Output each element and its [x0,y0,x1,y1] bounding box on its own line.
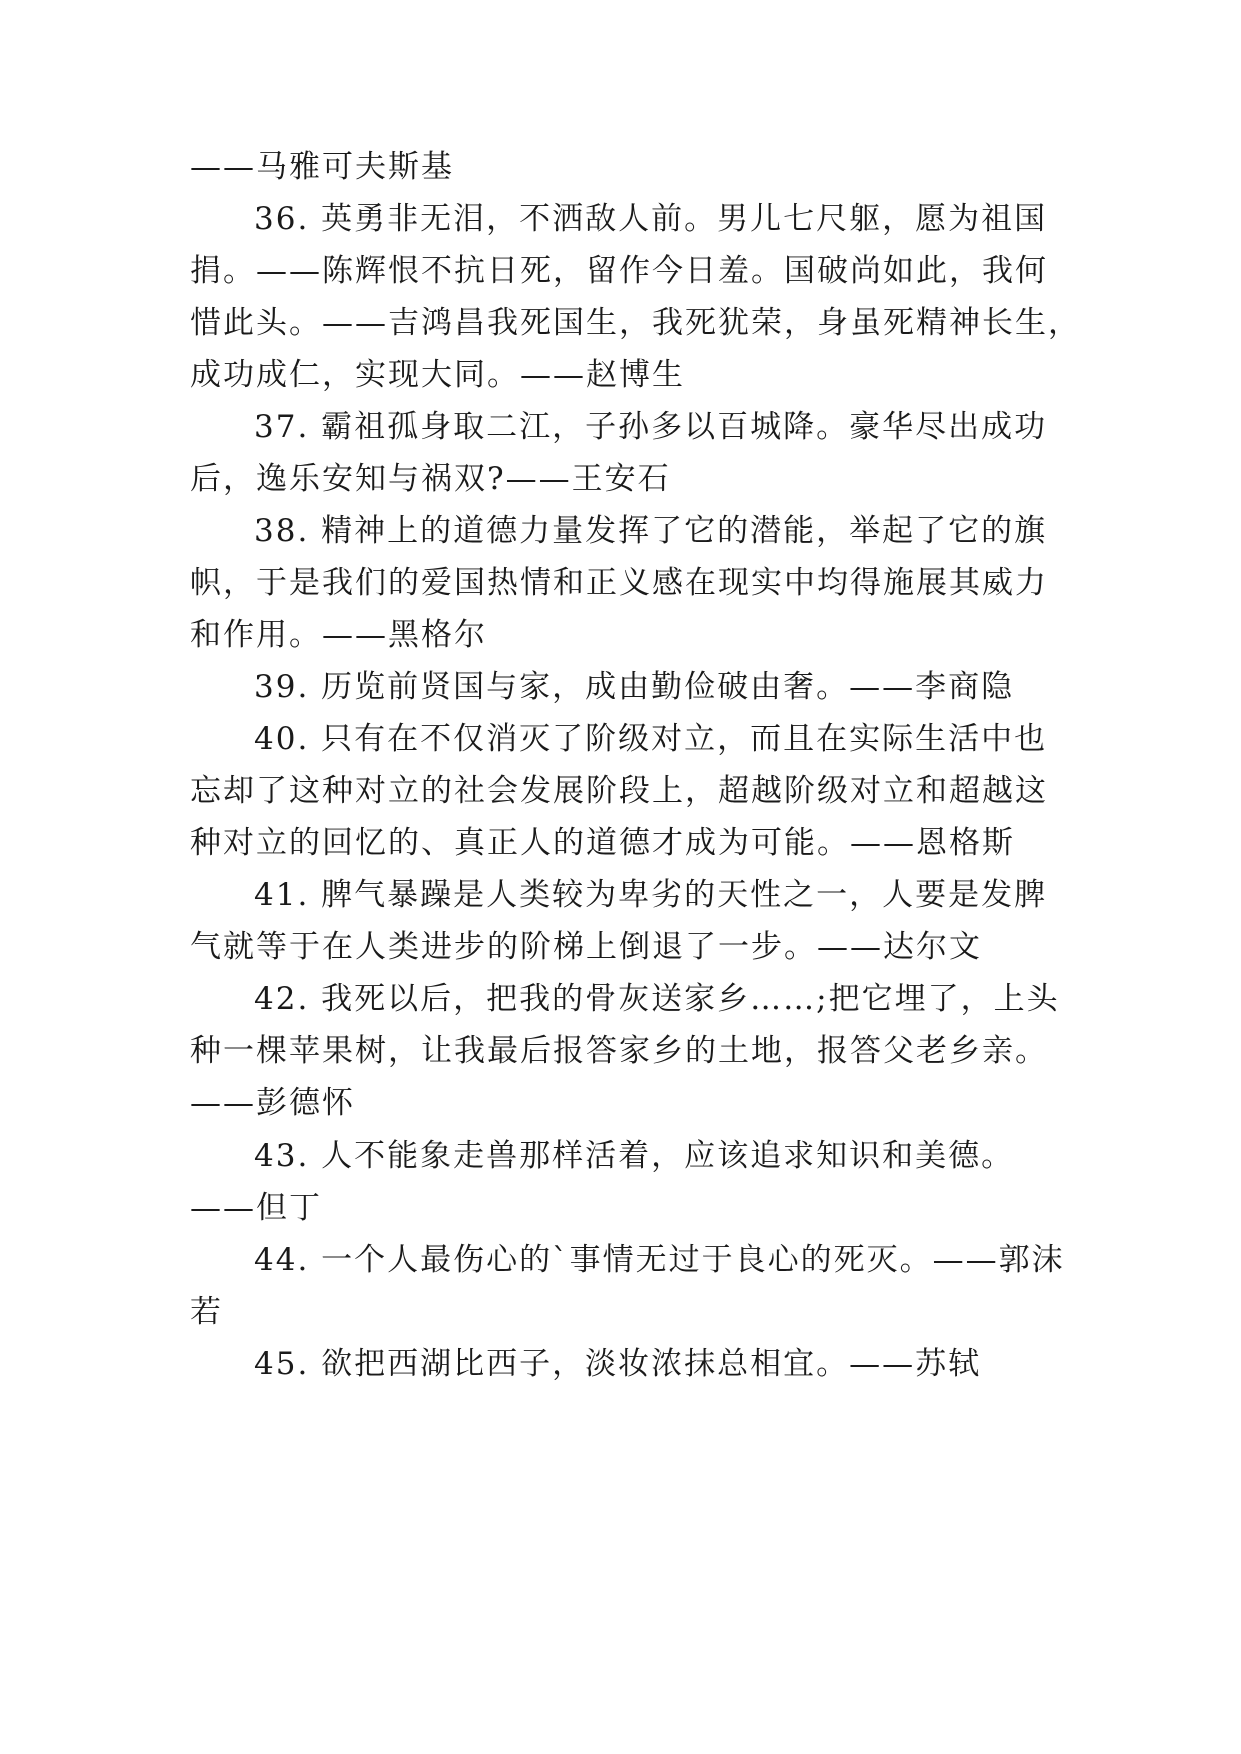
quote-42: 42. 我死以后，把我的骨灰送家乡……;把它埋了，上头 [254,981,1060,1017]
text-line: 惜此头。——吉鸿昌我死国生，我死犹荣，身虽死精神长生， [190,305,1081,341]
text-line: ——但丁 [190,1190,322,1226]
quote-44: 44. 一个人最伤心的`事情无过于良心的死灭。——郭沫 [254,1242,1065,1278]
text-line: 捐。——陈辉恨不抗日死，留作今日羞。国破尚如此，我何 [190,253,1048,289]
text-line: 气就等于在人类进步的阶梯上倒退了一步。——达尔文 [190,929,982,965]
quote-39: 39. 历览前贤国与家，成由勤俭破由奢。——李商隐 [254,669,1015,705]
text-line: 成功成仁，实现大同。——赵博生 [190,357,685,393]
text-line: 若 [190,1294,223,1330]
quote-36: 36. 英勇非无泪，不洒敌人前。男儿七尺躯，愿为祖国 [254,201,1048,237]
text-line: 帜，于是我们的爱国热情和正义感在现实中均得施展其威力 [190,565,1048,601]
text-line: 和作用。——黑格尔 [190,617,487,653]
text-line: 忘却了这种对立的社会发展阶段上，超越阶级对立和超越这 [190,773,1048,809]
text-line: 种对立的回忆的、真正人的道德才成为可能。——恩格斯 [190,825,1015,861]
text-line: ——马雅可夫斯基 [190,149,454,185]
quote-41: 41. 脾气暴躁是人类较为卑劣的天性之一，人要是发脾 [254,877,1048,913]
quote-38: 38. 精神上的道德力量发挥了它的潜能，举起了它的旗 [254,513,1048,549]
quote-40: 40. 只有在不仅消灭了阶级对立，而且在实际生活中也 [254,721,1048,757]
text-line: ——彭德怀 [190,1085,355,1121]
quote-43: 43. 人不能象走兽那样活着，应该追求知识和美德。 [254,1138,1015,1174]
text-line: 后，逸乐安知与祸双?——王安石 [190,461,671,497]
quote-37: 37. 霸祖孤身取二江，子孙多以百城降。豪华尽出成功 [254,409,1048,445]
quote-45: 45. 欲把西湖比西子，淡妆浓抹总相宜。——苏轼 [254,1346,982,1382]
text-line: 种一棵苹果树，让我最后报答家乡的土地，报答父老乡亲。 [190,1033,1048,1069]
